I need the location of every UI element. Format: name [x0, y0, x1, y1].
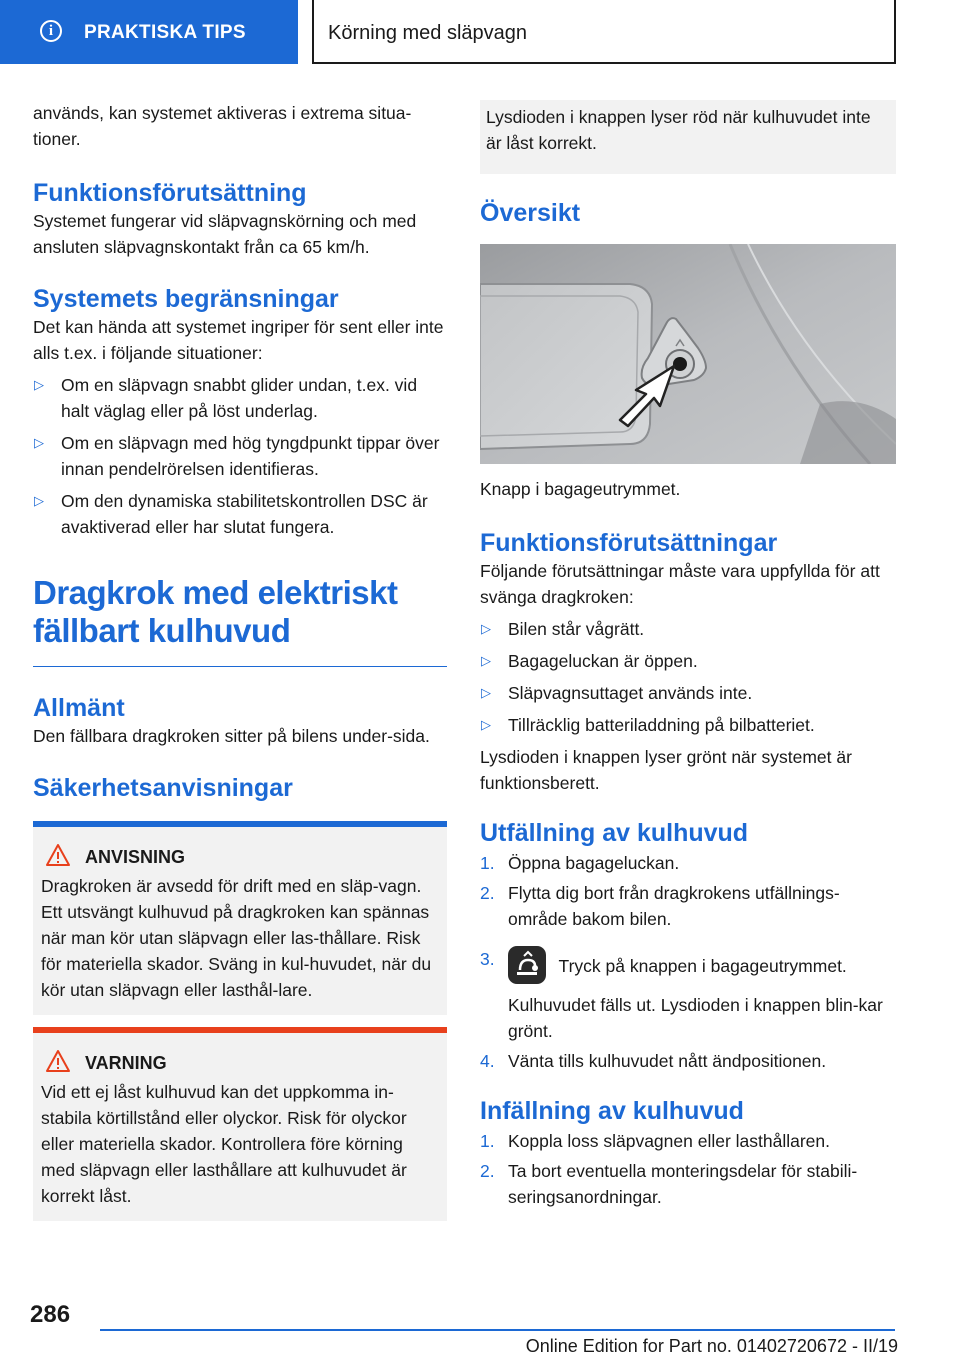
intro-text: används, kan systemet aktiveras i extrema situa-tioner.: [33, 103, 412, 149]
main-heading: Dragkrok med elektriskt fällbart kulhuvud: [33, 574, 398, 649]
step-item: 3. Tryck på knappen i bagageutrymmet. Kulhuvudet fälls ut. Lysdioden i knappen blin-kar grönt.: [480, 936, 896, 1044]
notice-title: ANVISNING: [85, 845, 439, 869]
warning-text: Vid ett ej låst kulhuvud kan det uppkomma in-stabila körtillstånd eller olyckor. Risk för olyckor eller materiella skador. Kontrollera före körning med släpvagn eller lasthållare att kulhuvudet är korrekt låst.: [41, 1082, 407, 1206]
cond-text: Följande förutsättningar måste vara uppfyllda för att svänga dragkroken:: [480, 561, 880, 607]
edition-text: Online Edition for Part no. 01402720672 - II/19: [525, 1336, 898, 1356]
out-heading: Utfällning av kulhuvud: [480, 819, 749, 847]
limits-text: Det kan hända att systemet ingriper för sent eller inte alls t.ex. i följande situationer:: [33, 317, 444, 363]
list-item: ▷ Om en släpvagn med hög tyngdpunkt tippar över innan pendelrörelsen identifieras.: [33, 430, 447, 482]
section-label: PRAKTISKA TIPS: [84, 22, 246, 43]
photo-caption: Knapp i bagageutrymmet.: [480, 479, 681, 499]
right-column: [480, 100, 896, 1210]
bullet-triangle-icon: ▷: [481, 653, 491, 668]
trunk-button-photo: [480, 244, 896, 464]
overview-heading: Översikt: [480, 199, 581, 227]
cond-after-text: Lysdioden i knappen lyser grönt när systemet är funktionsberett.: [480, 747, 852, 793]
list-item: ▷ Släpvagnsuttaget används inte.: [480, 680, 896, 706]
led-note-box: [480, 100, 896, 174]
in-heading: Infällning av kulhuvud: [480, 1097, 744, 1125]
list-item: ▷ Om en släpvagn snabbt glider undan, t.ex. vid halt väglag eller på löst underlag.: [33, 372, 447, 424]
list-item: ▷ Bagageluckan är öppen.: [480, 648, 896, 674]
chapter-header: [312, 0, 896, 64]
general-text: Den fällbara dragkroken sitter på bilens under-sida.: [33, 726, 430, 746]
step-item: 1. Koppla loss släpvagnen eller lasthållaren.: [480, 1131, 831, 1151]
page-number: 286: [30, 1301, 71, 1328]
step-item: 2. Flytta dig bort från dragkrokens utfällnings-område bakom bilen.: [480, 883, 840, 929]
section-tab[interactable]: [0, 0, 298, 64]
list-item: ▷ Bilen står vågrätt.: [480, 616, 896, 642]
footer-rule: [100, 1329, 895, 1331]
safety-heading: Säkerhetsanvisningar: [33, 774, 293, 802]
step-item: 2. Ta bort eventuella monteringsdelar för stabili-seringsanordningar.: [480, 1161, 858, 1207]
notice-text: Dragkroken är avsedd för drift med en släp-vagn. Ett utsvängt kulhuvud på dragkroken kan spännas när man kör utan släpvagn eller las-thållare. Risk för materiella skador. Sväng in kul-huvudet, när du kör utan släpvagn eller lasthål-lare.: [41, 876, 432, 1000]
warning-triangle-icon: [45, 1049, 71, 1073]
cond-heading: Funktionsförutsättningar: [480, 529, 778, 557]
general-heading: Allmänt: [33, 694, 125, 722]
in-steps: [480, 1128, 896, 1210]
func-heading: Funktionsförutsättning: [33, 179, 307, 207]
bullet-triangle-icon: ▷: [481, 621, 491, 636]
bullet-triangle-icon: ▷: [34, 493, 44, 508]
warning-triangle-icon: [45, 843, 71, 867]
chapter-title: Körning med släpvagn: [328, 22, 528, 44]
left-column: [33, 100, 447, 1221]
cond-list: [480, 616, 896, 738]
step-item: 4. Vänta tills kulhuvudet nått ändpositionen.: [480, 1051, 827, 1071]
info-icon: i: [40, 20, 62, 42]
bullet-triangle-icon: ▷: [34, 435, 44, 450]
list-item: ▷ Tillräcklig batteriladdning på bilbatteriet.: [480, 712, 896, 738]
step-item: 1. Öppna bagageluckan.: [480, 853, 680, 873]
bullet-triangle-icon: ▷: [34, 377, 44, 392]
bullet-triangle-icon: ▷: [481, 717, 491, 732]
bullet-triangle-icon: ▷: [481, 685, 491, 700]
tow-hook-button-icon: [508, 946, 546, 984]
out-steps: [480, 850, 896, 1074]
warning-box: [33, 1027, 447, 1221]
warning-title: VARNING: [85, 1051, 439, 1075]
limits-list: [33, 372, 447, 540]
heading-rule: [33, 666, 447, 667]
list-item: ▷ Om den dynamiska stabilitetskontrollen DSC är avaktiverad eller har slutat fungera.: [33, 488, 447, 540]
notice-box: [33, 821, 447, 1015]
func-text: Systemet fungerar vid släpvagnskörning och med ansluten släpvagnskontakt från ca 65 km/h.: [33, 211, 417, 257]
limits-heading: Systemets begränsningar: [33, 285, 339, 313]
led-note: Lysdioden i knappen lyser röd när kulhuvudet inte är låst korrekt.: [486, 107, 871, 153]
step-sub-text: Kulhuvudet fälls ut. Lysdioden i knappen blin-kar grönt.: [508, 995, 883, 1041]
